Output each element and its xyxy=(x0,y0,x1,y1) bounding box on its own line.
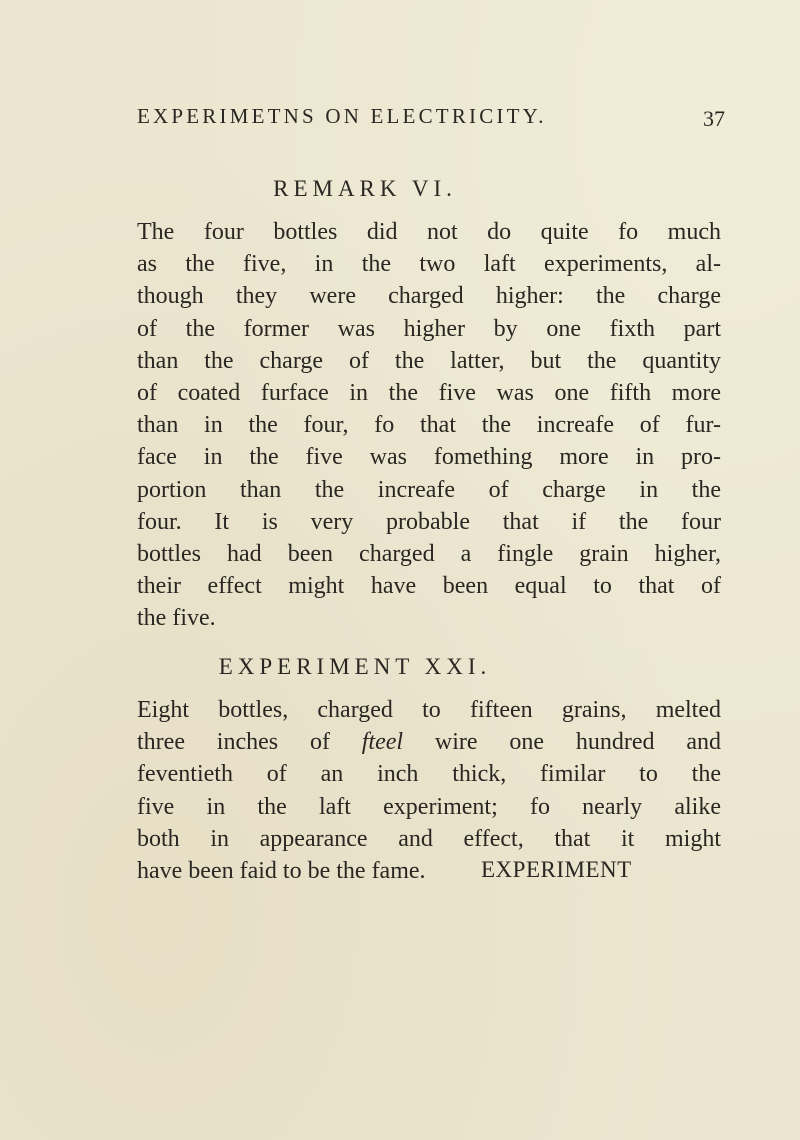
text-line: both in appearance and effect, that it might xyxy=(137,825,721,852)
text-line: four. It is very probable that if the four xyxy=(137,508,721,535)
text-line: though they were charged higher: the charge xyxy=(137,283,721,310)
italic-word: fteel xyxy=(361,729,404,756)
text-line xyxy=(137,726,721,758)
remark-paragraph xyxy=(137,216,721,635)
text-line: feventieth of an inch thick, fimilar to the xyxy=(137,761,721,788)
text-line: five in the laft experiment; fo nearly alike xyxy=(137,793,721,820)
text-line: of coated furface in the five was one fifth more xyxy=(137,380,721,407)
text-line: portion than the increafe of charge in the xyxy=(137,476,721,503)
text-line: have been faid to be the fame. xyxy=(137,858,426,885)
text-line: of the former was higher by one fixth part xyxy=(137,315,721,342)
text-line: bottles had been charged a fingle grain higher, xyxy=(137,541,721,568)
running-title: EXPERIMETNS ON ELECTRICITY. xyxy=(137,104,547,128)
text-line: as the five, in the two laft experiments, al- xyxy=(137,251,721,278)
page-number: 37 xyxy=(703,106,725,131)
text-segment: three inches of xyxy=(137,729,362,756)
text-line: the five. xyxy=(137,605,216,632)
text-segment: wire one hundred and xyxy=(403,729,721,756)
text-line: Eight bottles, charged to fifteen grains, melted xyxy=(137,697,721,723)
running-head xyxy=(137,100,727,134)
remark-heading: REMARK VI. xyxy=(273,176,457,201)
experiment-heading: EXPERIMENT XXI. xyxy=(218,654,492,679)
experiment-paragraph xyxy=(137,694,721,887)
text-line: than the charge of the latter, but the quantity xyxy=(137,347,721,374)
text-line: than in the four, fo that the increafe of fur- xyxy=(137,412,721,439)
text-line: their effect might have been equal to that of xyxy=(137,573,721,600)
text-line: face in the five was fomething more in pro- xyxy=(137,444,721,471)
text-line: The four bottles did not do quite fo much xyxy=(137,219,721,245)
catchword: EXPERIMENT xyxy=(481,857,632,882)
